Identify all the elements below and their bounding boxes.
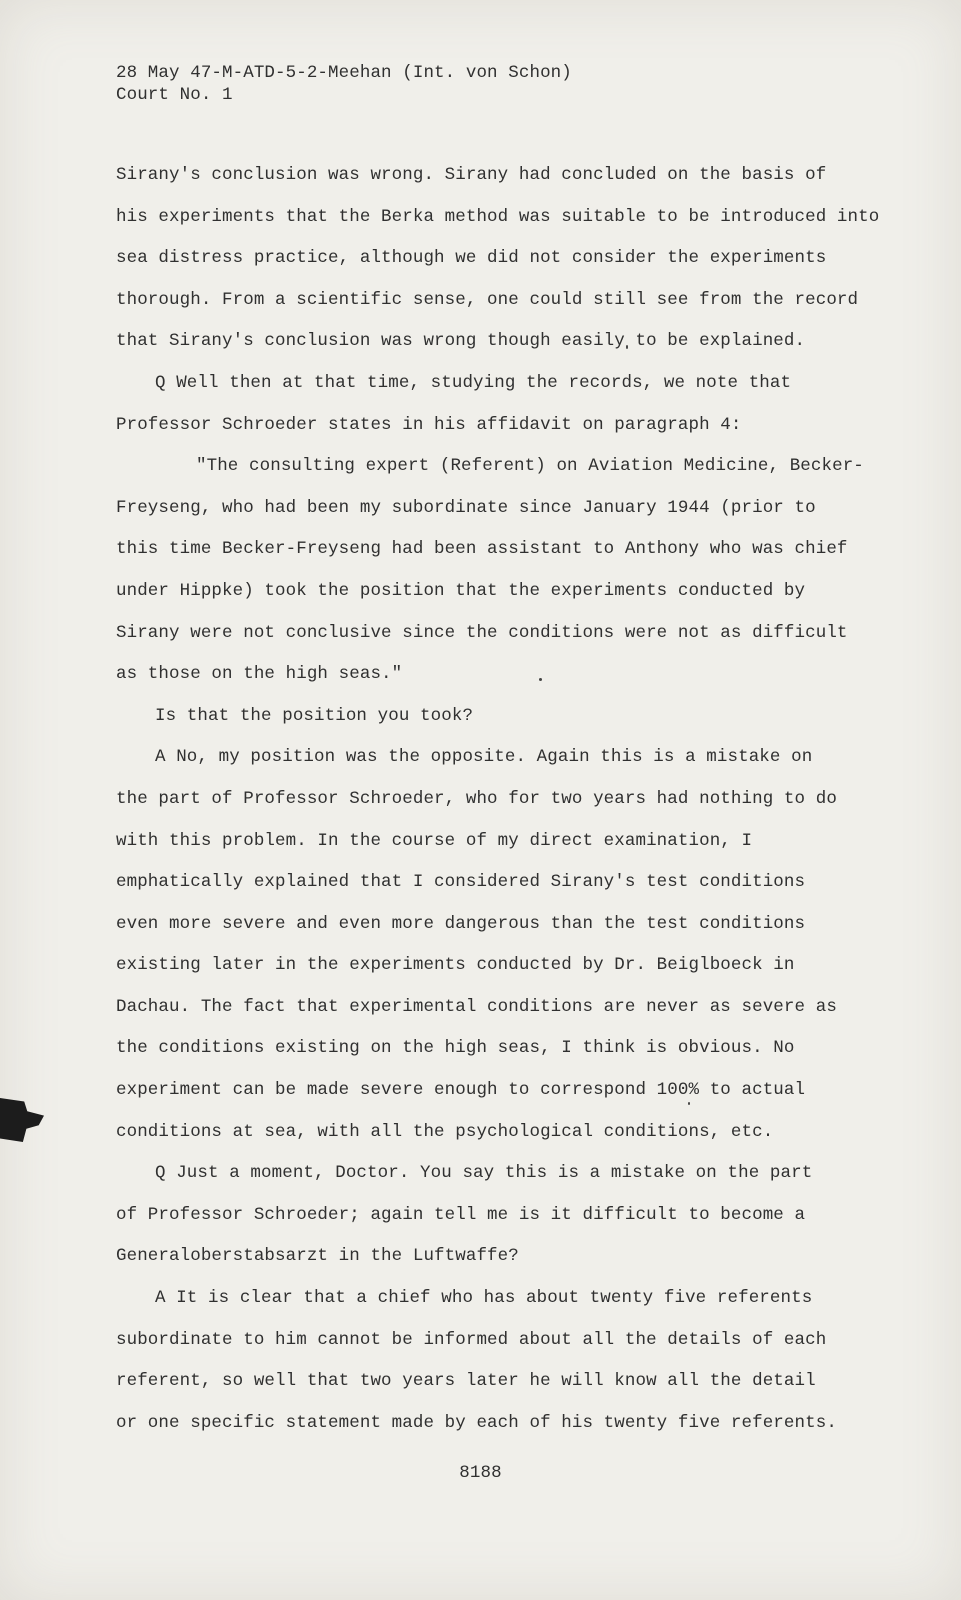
text-line: experiment can be made severe enough to correspond 100% to actual <box>116 1080 806 1101</box>
text-line: Professor Schroeder states in his affidavit on paragraph 4: <box>116 414 742 435</box>
text-line: referent, so well that two years later he will know all the detail <box>116 1371 816 1392</box>
text-line: "The consulting expert (Referent) on Aviation Medicine, Becker- <box>196 456 864 477</box>
transcript-body <box>0 164 961 1453</box>
text-line: that Sirany's conclusion was wrong though easily to be explained. <box>116 331 806 352</box>
page-number: 8188 <box>459 1463 502 1483</box>
text-line: emphatically explained that I considered Sirany's test conditions <box>116 872 806 893</box>
text-line: the part of Professor Schroeder, who for two years had nothing to do <box>116 788 837 809</box>
text-line: or one specific statement made by each of his twenty five referents. <box>116 1412 837 1433</box>
document-header <box>116 62 572 106</box>
text-line: of Professor Schroeder; again tell me is it difficult to become a <box>116 1204 806 1225</box>
text-line: his experiments that the Berka method was suitable to be introduced into <box>116 206 880 227</box>
text-line: this time Becker-Freyseng had been assistant to Anthony who was chief <box>116 539 848 560</box>
text-line: A It is clear that a chief who has about twenty five referents <box>155 1288 813 1309</box>
text-line: Generaloberstabsarzt in the Luftwaffe? <box>116 1246 519 1267</box>
text-line: as those on the high seas." <box>116 664 403 685</box>
text-line: Sirany's conclusion was wrong. Sirany had concluded on the basis of <box>116 165 827 185</box>
header-line-2: Court No. 1 <box>116 85 233 105</box>
header-line-1: 28 May 47-M-ATD-5-2-Meehan (Int. von Schon) <box>116 63 572 83</box>
text-line: A No, my position was the opposite. Again this is a mistake on <box>155 747 813 768</box>
text-line: existing later in the experiments conducted by Dr. Beiglboeck in <box>116 955 795 976</box>
text-line: Dachau. The fact that experimental conditions are never as severe as <box>116 996 837 1017</box>
text-line: Q Well then at that time, studying the records, we note that <box>155 372 792 393</box>
text-line: Freyseng, who had been my subordinate since January 1944 (prior to <box>116 497 816 518</box>
text-line: under Hippke) took the position that the experiments conducted by <box>116 580 806 601</box>
text-line: with this problem. In the course of my direct examination, I <box>116 830 753 851</box>
text-line: the conditions existing on the high seas, I think is obvious. No <box>116 1038 795 1059</box>
text-line: even more severe and even more dangerous than the test conditions <box>116 913 806 934</box>
text-line: Is that the position you took? <box>155 705 474 726</box>
text-line: sea distress practice, although we did not consider the experiments <box>116 248 827 269</box>
text-line: conditions at sea, with all the psychological conditions, etc. <box>116 1121 774 1142</box>
text-line: Q Just a moment, Doctor. You say this is a mistake on the part <box>155 1163 813 1184</box>
text-line: thorough. From a scientific sense, one could still see from the record <box>116 289 859 310</box>
text-line: Sirany were not conclusive since the conditions were not as difficult <box>116 622 848 643</box>
text-line: subordinate to him cannot be informed about all the details of each <box>116 1329 827 1350</box>
